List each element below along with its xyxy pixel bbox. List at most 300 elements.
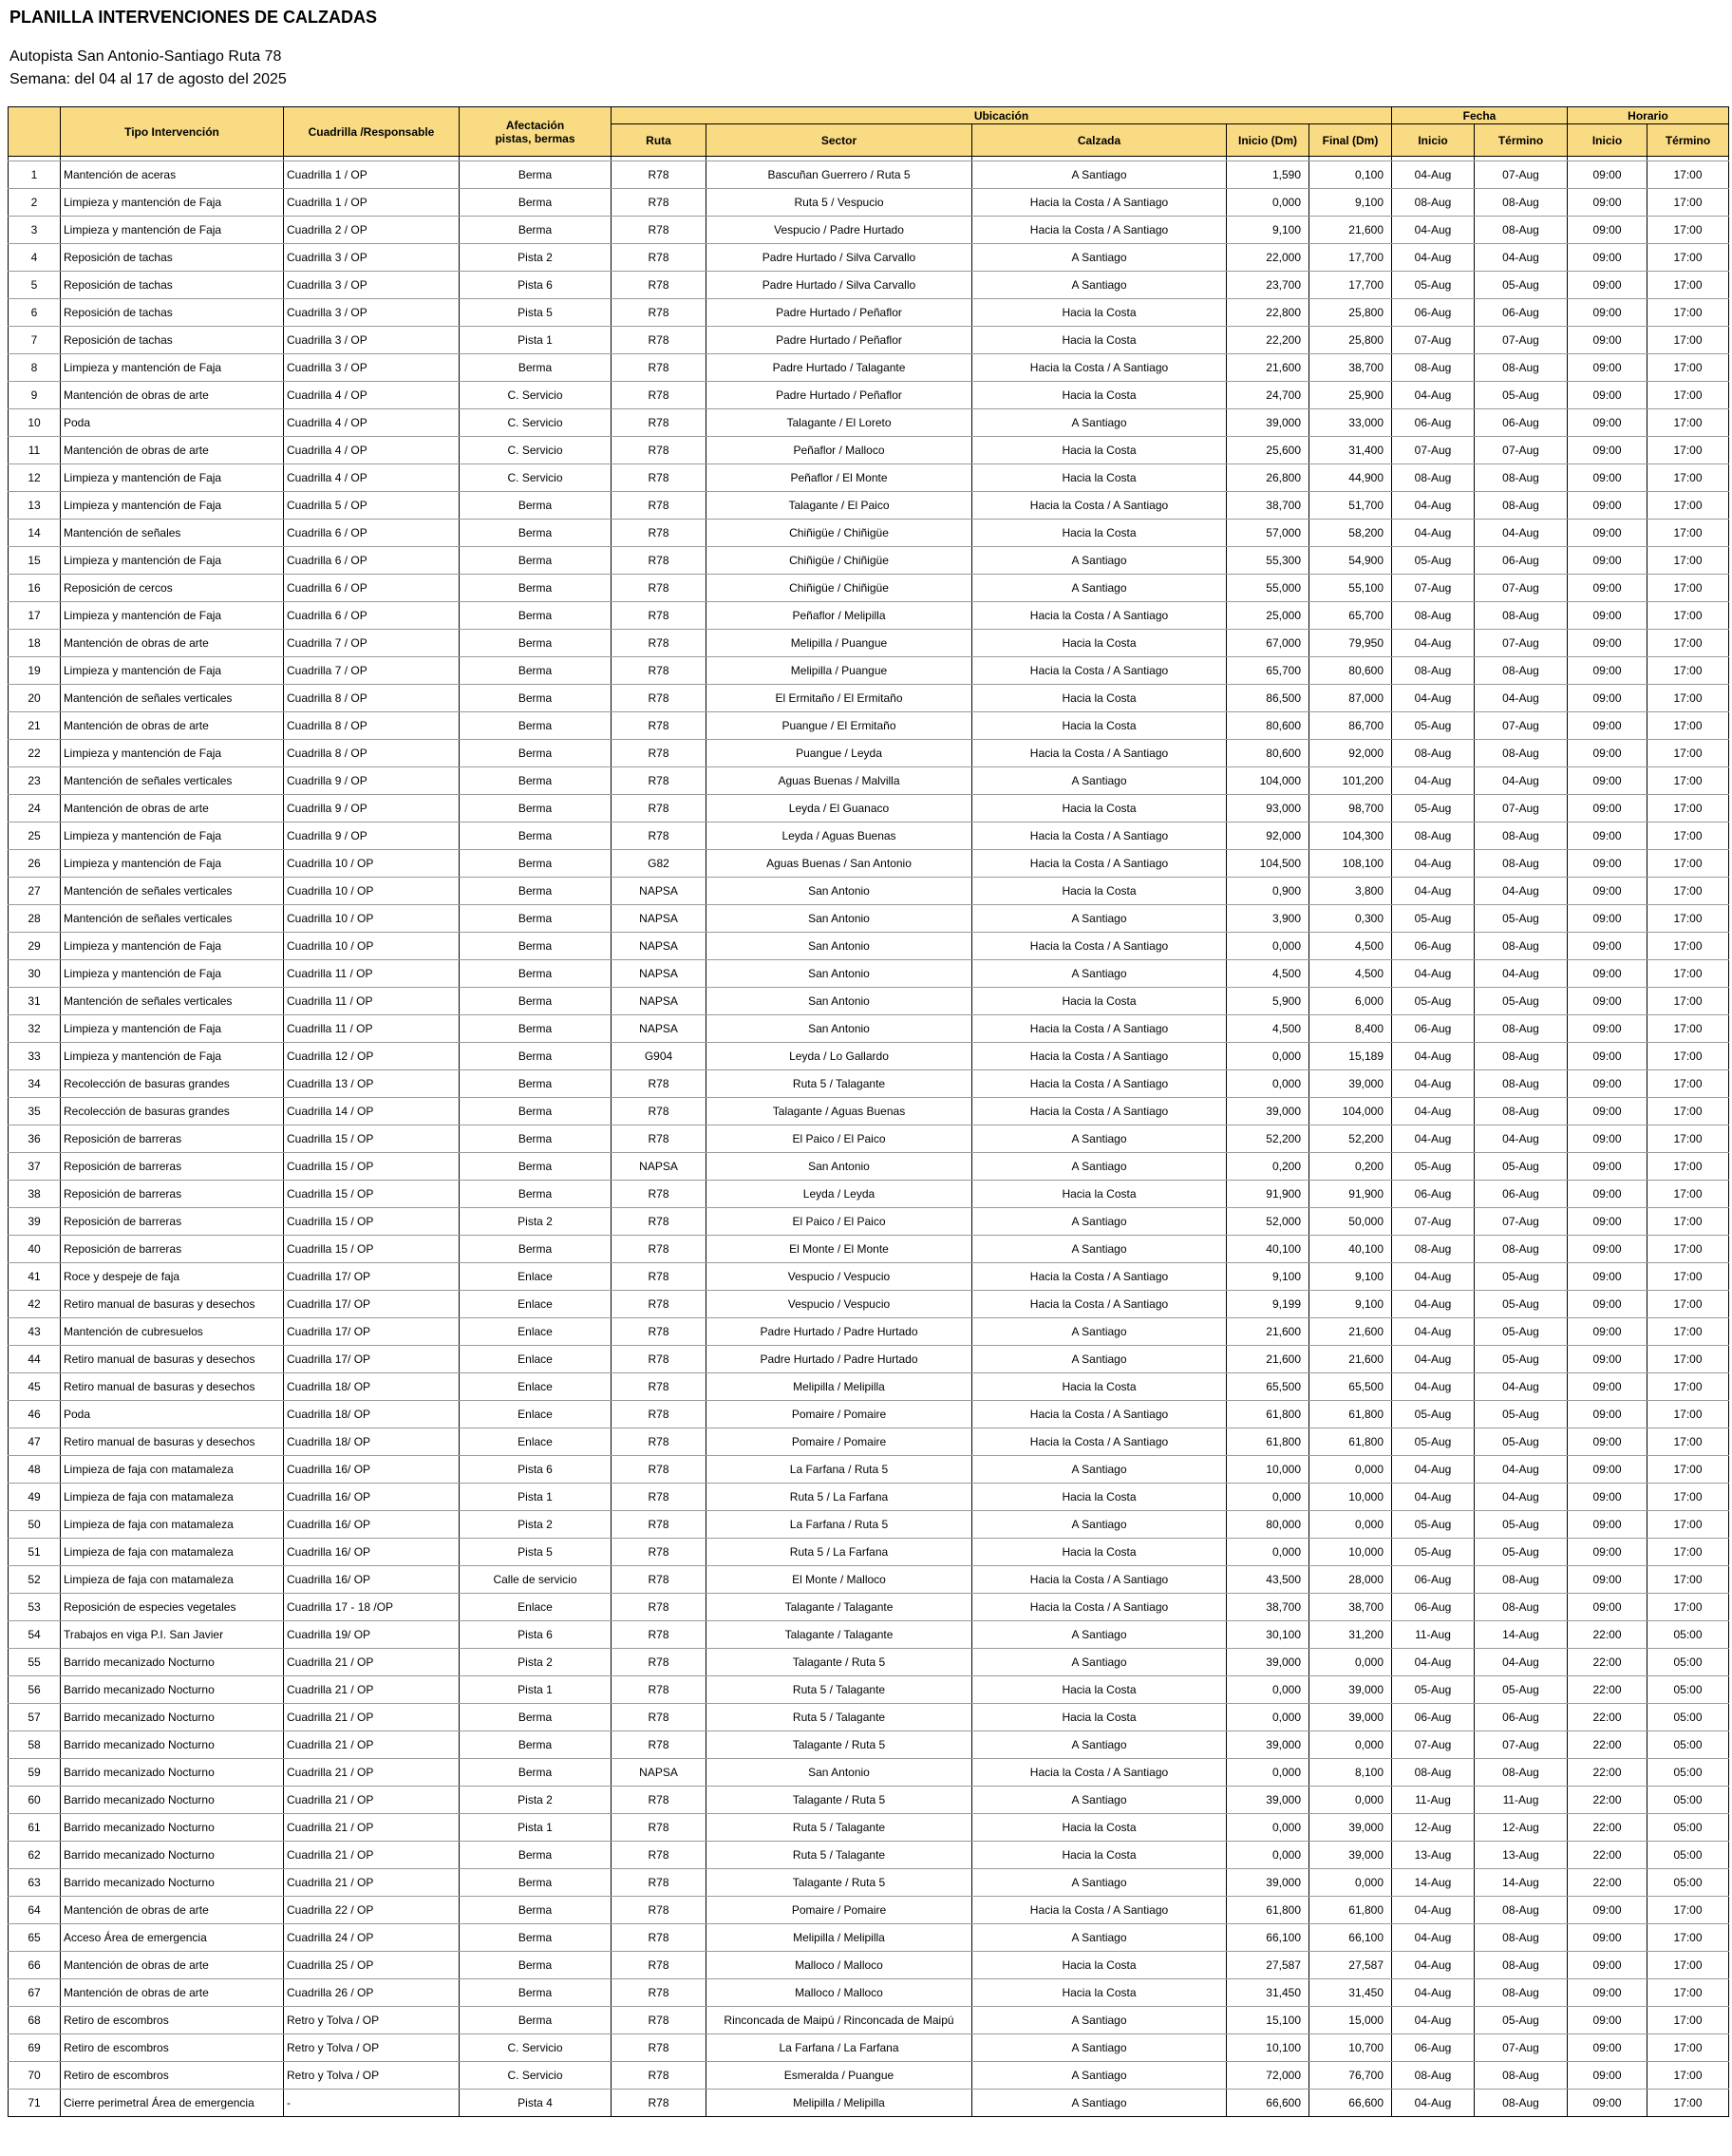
cell-inicio-dm: 80,000 xyxy=(1227,1511,1309,1539)
cell-hora-inicio: 09:00 xyxy=(1568,1897,1647,1924)
cell-sector: San Antonio xyxy=(706,1153,972,1181)
cell-tipo-intervencion: Retiro manual de basuras y desechos xyxy=(61,1373,284,1401)
cell-afectacion: Pista 1 xyxy=(460,1814,612,1842)
cell-afectacion: Berma xyxy=(460,189,612,217)
cell-afectacion: Berma xyxy=(460,850,612,878)
cell-sector: La Farfana / La Farfana xyxy=(706,2034,972,2062)
cell-ruta: R78 xyxy=(612,161,706,189)
cell-fecha-termino: 07-Aug xyxy=(1475,795,1568,823)
cell-ruta: R78 xyxy=(612,327,706,354)
cell-sector: Padre Hurtado / Padre Hurtado xyxy=(706,1318,972,1346)
cell-calzada: Hacia la Costa xyxy=(972,1181,1227,1208)
cell-inicio-dm: 52,000 xyxy=(1227,1208,1309,1236)
cell-sector: Ruta 5 / Vespucio xyxy=(706,189,972,217)
cell-hora-inicio: 09:00 xyxy=(1568,382,1647,409)
cell-sector: Peñaflor / El Monte xyxy=(706,464,972,492)
header-final-dm: Final (Dm) xyxy=(1309,124,1392,157)
table-row xyxy=(9,2007,1729,2034)
cell-ruta: R78 xyxy=(612,685,706,712)
cell-number: 45 xyxy=(9,1373,61,1401)
cell-cuadrilla: Cuadrilla 15 / OP xyxy=(284,1153,460,1181)
table-row xyxy=(9,933,1729,960)
cell-hora-termino: 17:00 xyxy=(1647,630,1729,657)
cell-final-dm: 28,000 xyxy=(1309,1566,1392,1594)
cell-final-dm: 58,200 xyxy=(1309,520,1392,547)
cell-cuadrilla: Cuadrilla 6 / OP xyxy=(284,520,460,547)
cell-inicio-dm: 38,700 xyxy=(1227,492,1309,520)
cell-afectacion: Berma xyxy=(460,1704,612,1731)
cell-ruta: R78 xyxy=(612,1979,706,2007)
cell-number: 8 xyxy=(9,354,61,382)
cell-cuadrilla: Cuadrilla 4 / OP xyxy=(284,382,460,409)
cell-final-dm: 51,700 xyxy=(1309,492,1392,520)
cell-fecha-inicio: 06-Aug xyxy=(1392,1015,1475,1043)
cell-ruta: R78 xyxy=(612,823,706,850)
table-row xyxy=(9,905,1729,933)
cell-hora-termino: 17:00 xyxy=(1647,1897,1729,1924)
cell-fecha-termino: 05-Aug xyxy=(1475,1153,1568,1181)
cell-hora-inicio: 09:00 xyxy=(1568,1594,1647,1621)
cell-hora-inicio: 09:00 xyxy=(1568,1401,1647,1428)
cell-cuadrilla: Cuadrilla 9 / OP xyxy=(284,795,460,823)
cell-ruta: R78 xyxy=(612,575,706,602)
cell-fecha-inicio: 04-Aug xyxy=(1392,2090,1475,2117)
cell-fecha-inicio: 04-Aug xyxy=(1392,217,1475,244)
cell-hora-inicio: 09:00 xyxy=(1568,492,1647,520)
cell-sector: Padre Hurtado / Silva Carvallo xyxy=(706,244,972,272)
cell-ruta: R78 xyxy=(612,1181,706,1208)
cell-fecha-termino: 05-Aug xyxy=(1475,1539,1568,1566)
cell-final-dm: 3,800 xyxy=(1309,878,1392,905)
cell-hora-termino: 17:00 xyxy=(1647,767,1729,795)
cell-ruta: R78 xyxy=(612,1924,706,1952)
cell-calzada: Hacia la Costa xyxy=(972,1814,1227,1842)
cell-sector: Puangue / Leyda xyxy=(706,740,972,767)
cell-sector: Padre Hurtado / Talagante xyxy=(706,354,972,382)
cell-calzada: Hacia la Costa / A Santiago xyxy=(972,823,1227,850)
cell-fecha-termino: 08-Aug xyxy=(1475,492,1568,520)
cell-hora-inicio: 09:00 xyxy=(1568,299,1647,327)
cell-fecha-termino: 08-Aug xyxy=(1475,1952,1568,1979)
cell-afectacion: Pista 1 xyxy=(460,1484,612,1511)
cell-number: 28 xyxy=(9,905,61,933)
cell-final-dm: 0,000 xyxy=(1309,1649,1392,1676)
cell-hora-inicio: 09:00 xyxy=(1568,1291,1647,1318)
table-row xyxy=(9,272,1729,299)
cell-sector: Leyda / Leyda xyxy=(706,1181,972,1208)
cell-hora-termino: 17:00 xyxy=(1647,960,1729,988)
cell-sector: La Farfana / Ruta 5 xyxy=(706,1456,972,1484)
cell-final-dm: 61,800 xyxy=(1309,1428,1392,1456)
cell-ruta: R78 xyxy=(612,520,706,547)
cell-hora-inicio: 09:00 xyxy=(1568,272,1647,299)
cell-final-dm: 104,300 xyxy=(1309,823,1392,850)
cell-number: 2 xyxy=(9,189,61,217)
cell-number: 35 xyxy=(9,1098,61,1125)
cell-inicio-dm: 0,000 xyxy=(1227,1676,1309,1704)
cell-calzada: Hacia la Costa / A Santiago xyxy=(972,1566,1227,1594)
cell-afectacion: C. Servicio xyxy=(460,464,612,492)
cell-fecha-termino: 05-Aug xyxy=(1475,1346,1568,1373)
cell-hora-inicio: 09:00 xyxy=(1568,1979,1647,2007)
cell-tipo-intervencion: Reposición de barreras xyxy=(61,1181,284,1208)
cell-fecha-inicio: 08-Aug xyxy=(1392,740,1475,767)
cell-inicio-dm: 0,200 xyxy=(1227,1153,1309,1181)
cell-cuadrilla: Cuadrilla 9 / OP xyxy=(284,767,460,795)
cell-tipo-intervencion: Barrido mecanizado Nocturno xyxy=(61,1814,284,1842)
cell-final-dm: 10,000 xyxy=(1309,1484,1392,1511)
cell-calzada: A Santiago xyxy=(972,2034,1227,2062)
cell-sector: Melipilla / Puangue xyxy=(706,657,972,685)
cell-cuadrilla: Cuadrilla 15 / OP xyxy=(284,1208,460,1236)
cell-hora-termino: 17:00 xyxy=(1647,1125,1729,1153)
cell-number: 42 xyxy=(9,1291,61,1318)
cell-fecha-inicio: 04-Aug xyxy=(1392,960,1475,988)
cell-fecha-termino: 13-Aug xyxy=(1475,1842,1568,1869)
cell-calzada: A Santiago xyxy=(972,1731,1227,1759)
cell-inicio-dm: 80,600 xyxy=(1227,740,1309,767)
cell-calzada: Hacia la Costa / A Santiago xyxy=(972,354,1227,382)
cell-final-dm: 92,000 xyxy=(1309,740,1392,767)
table-row xyxy=(9,1318,1729,1346)
cell-fecha-inicio: 05-Aug xyxy=(1392,905,1475,933)
cell-afectacion: Pista 2 xyxy=(460,1787,612,1814)
cell-sector: Padre Hurtado / Padre Hurtado xyxy=(706,1346,972,1373)
cell-cuadrilla: Cuadrilla 21 / OP xyxy=(284,1814,460,1842)
cell-final-dm: 27,587 xyxy=(1309,1952,1392,1979)
cell-cuadrilla: Cuadrilla 16/ OP xyxy=(284,1511,460,1539)
cell-hora-inicio: 09:00 xyxy=(1568,1566,1647,1594)
cell-tipo-intervencion: Reposición de cercos xyxy=(61,575,284,602)
cell-sector: Talagante / Ruta 5 xyxy=(706,1649,972,1676)
cell-tipo-intervencion: Reposición de tachas xyxy=(61,272,284,299)
table-row xyxy=(9,1676,1729,1704)
cell-fecha-termino: 07-Aug xyxy=(1475,437,1568,464)
cell-inicio-dm: 93,000 xyxy=(1227,795,1309,823)
table-row xyxy=(9,1924,1729,1952)
cell-calzada: A Santiago xyxy=(972,905,1227,933)
cell-calzada: A Santiago xyxy=(972,1621,1227,1649)
cell-ruta: G904 xyxy=(612,1043,706,1070)
cell-inicio-dm: 104,500 xyxy=(1227,850,1309,878)
cell-hora-inicio: 09:00 xyxy=(1568,409,1647,437)
table-row xyxy=(9,960,1729,988)
cell-ruta: NAPSA xyxy=(612,988,706,1015)
cell-calzada: Hacia la Costa xyxy=(972,1539,1227,1566)
cell-number: 11 xyxy=(9,437,61,464)
cell-calzada: Hacia la Costa xyxy=(972,1676,1227,1704)
cell-cuadrilla: Cuadrilla 11 / OP xyxy=(284,1015,460,1043)
cell-afectacion: Berma xyxy=(460,988,612,1015)
cell-cuadrilla: Cuadrilla 3 / OP xyxy=(284,299,460,327)
cell-number: 14 xyxy=(9,520,61,547)
cell-cuadrilla: Cuadrilla 10 / OP xyxy=(284,878,460,905)
cell-hora-inicio: 09:00 xyxy=(1568,602,1647,630)
cell-fecha-termino: 08-Aug xyxy=(1475,1043,1568,1070)
cell-afectacion: Berma xyxy=(460,1098,612,1125)
cell-hora-termino: 17:00 xyxy=(1647,988,1729,1015)
cell-ruta: R78 xyxy=(612,409,706,437)
cell-inicio-dm: 67,000 xyxy=(1227,630,1309,657)
cell-afectacion: Berma xyxy=(460,2007,612,2034)
cell-hora-inicio: 09:00 xyxy=(1568,244,1647,272)
cell-cuadrilla: Cuadrilla 15 / OP xyxy=(284,1181,460,1208)
cell-cuadrilla: Cuadrilla 21 / OP xyxy=(284,1649,460,1676)
cell-fecha-termino: 08-Aug xyxy=(1475,1015,1568,1043)
cell-number: 29 xyxy=(9,933,61,960)
cell-fecha-inicio: 06-Aug xyxy=(1392,409,1475,437)
cell-hora-inicio: 22:00 xyxy=(1568,1842,1647,1869)
table-row xyxy=(9,2034,1729,2062)
cell-inicio-dm: 0,000 xyxy=(1227,1759,1309,1787)
cell-tipo-intervencion: Mantención de obras de arte xyxy=(61,712,284,740)
cell-calzada: Hacia la Costa / A Santiago xyxy=(972,1291,1227,1318)
cell-afectacion: Pista 2 xyxy=(460,1649,612,1676)
cell-inicio-dm: 4,500 xyxy=(1227,1015,1309,1043)
cell-inicio-dm: 38,700 xyxy=(1227,1594,1309,1621)
cell-ruta: R78 xyxy=(612,712,706,740)
table-row xyxy=(9,1428,1729,1456)
cell-fecha-inicio: 04-Aug xyxy=(1392,1346,1475,1373)
cell-final-dm: 104,000 xyxy=(1309,1098,1392,1125)
cell-tipo-intervencion: Limpieza y mantención de Faja xyxy=(61,933,284,960)
cell-final-dm: 0,200 xyxy=(1309,1153,1392,1181)
cell-final-dm: 0,300 xyxy=(1309,905,1392,933)
cell-inicio-dm: 31,450 xyxy=(1227,1979,1309,2007)
cell-hora-inicio: 09:00 xyxy=(1568,657,1647,685)
cell-number: 54 xyxy=(9,1621,61,1649)
cell-cuadrilla: Cuadrilla 11 / OP xyxy=(284,988,460,1015)
cell-inicio-dm: 10,100 xyxy=(1227,2034,1309,2062)
cell-hora-inicio: 09:00 xyxy=(1568,464,1647,492)
cell-fecha-termino: 04-Aug xyxy=(1475,244,1568,272)
cell-fecha-termino: 07-Aug xyxy=(1475,575,1568,602)
cell-sector: Talagante / Ruta 5 xyxy=(706,1869,972,1897)
table-row xyxy=(9,767,1729,795)
cell-fecha-termino: 08-Aug xyxy=(1475,464,1568,492)
cell-fecha-inicio: 04-Aug xyxy=(1392,1125,1475,1153)
cell-fecha-inicio: 04-Aug xyxy=(1392,1456,1475,1484)
cell-hora-termino: 17:00 xyxy=(1647,464,1729,492)
table-row xyxy=(9,464,1729,492)
header-horario: Horario xyxy=(1568,107,1729,124)
cell-final-dm: 50,000 xyxy=(1309,1208,1392,1236)
cell-afectacion: Berma xyxy=(460,547,612,575)
cell-cuadrilla: Retro y Tolva / OP xyxy=(284,2007,460,2034)
cell-inicio-dm: 22,800 xyxy=(1227,299,1309,327)
cell-cuadrilla: Cuadrilla 18/ OP xyxy=(284,1401,460,1428)
cell-number: 60 xyxy=(9,1787,61,1814)
cell-number: 10 xyxy=(9,409,61,437)
cell-final-dm: 31,200 xyxy=(1309,1621,1392,1649)
cell-hora-inicio: 09:00 xyxy=(1568,823,1647,850)
cell-calzada: A Santiago xyxy=(972,161,1227,189)
cell-afectacion: Berma xyxy=(460,161,612,189)
cell-fecha-inicio: 08-Aug xyxy=(1392,657,1475,685)
cell-inicio-dm: 22,200 xyxy=(1227,327,1309,354)
cell-ruta: R78 xyxy=(612,1236,706,1263)
document-title: PLANILLA INTERVENCIONES DE CALZADAS xyxy=(9,8,378,27)
header-fecha: Fecha xyxy=(1392,107,1568,124)
cell-number: 64 xyxy=(9,1897,61,1924)
cell-inicio-dm: 27,587 xyxy=(1227,1952,1309,1979)
cell-hora-inicio: 09:00 xyxy=(1568,1456,1647,1484)
cell-inicio-dm: 25,600 xyxy=(1227,437,1309,464)
cell-number: 23 xyxy=(9,767,61,795)
cell-tipo-intervencion: Retiro de escombros xyxy=(61,2062,284,2090)
cell-fecha-inicio: 04-Aug xyxy=(1392,1924,1475,1952)
cell-tipo-intervencion: Barrido mecanizado Nocturno xyxy=(61,1787,284,1814)
cell-cuadrilla: Cuadrilla 17 - 18 /OP xyxy=(284,1594,460,1621)
cell-afectacion: C. Servicio xyxy=(460,382,612,409)
cell-fecha-inicio: 08-Aug xyxy=(1392,189,1475,217)
cell-fecha-inicio: 05-Aug xyxy=(1392,1539,1475,1566)
cell-hora-termino: 17:00 xyxy=(1647,409,1729,437)
cell-sector: Melipilla / Puangue xyxy=(706,630,972,657)
cell-hora-termino: 17:00 xyxy=(1647,217,1729,244)
cell-fecha-inicio: 08-Aug xyxy=(1392,354,1475,382)
cell-final-dm: 54,900 xyxy=(1309,547,1392,575)
cell-hora-termino: 17:00 xyxy=(1647,1291,1729,1318)
cell-sector: Peñaflor / Melipilla xyxy=(706,602,972,630)
cell-fecha-inicio: 05-Aug xyxy=(1392,547,1475,575)
cell-afectacion: Enlace xyxy=(460,1373,612,1401)
cell-tipo-intervencion: Barrido mecanizado Nocturno xyxy=(61,1649,284,1676)
cell-afectacion: Berma xyxy=(460,1979,612,2007)
cell-fecha-termino: 08-Aug xyxy=(1475,1070,1568,1098)
cell-afectacion: Pista 1 xyxy=(460,327,612,354)
cell-tipo-intervencion: Recolección de basuras grandes xyxy=(61,1098,284,1125)
table-row xyxy=(9,1814,1729,1842)
cell-number: 15 xyxy=(9,547,61,575)
cell-afectacion: C. Servicio xyxy=(460,2062,612,2090)
cell-hora-termino: 05:00 xyxy=(1647,1842,1729,1869)
header-calzada: Calzada xyxy=(972,124,1227,157)
cell-inicio-dm: 9,100 xyxy=(1227,217,1309,244)
cell-hora-termino: 17:00 xyxy=(1647,1043,1729,1070)
cell-hora-termino: 17:00 xyxy=(1647,795,1729,823)
cell-cuadrilla: Cuadrilla 15 / OP xyxy=(284,1236,460,1263)
cell-sector: El Monte / El Monte xyxy=(706,1236,972,1263)
cell-fecha-inicio: 04-Aug xyxy=(1392,1098,1475,1125)
cell-hora-inicio: 09:00 xyxy=(1568,712,1647,740)
cell-calzada: Hacia la Costa xyxy=(972,1952,1227,1979)
cell-final-dm: 39,000 xyxy=(1309,1070,1392,1098)
cell-hora-inicio: 09:00 xyxy=(1568,520,1647,547)
cell-number: 50 xyxy=(9,1511,61,1539)
cell-afectacion: Berma xyxy=(460,1731,612,1759)
table-row xyxy=(9,740,1729,767)
cell-inicio-dm: 0,000 xyxy=(1227,1070,1309,1098)
cell-cuadrilla: Cuadrilla 21 / OP xyxy=(284,1731,460,1759)
cell-hora-termino: 17:00 xyxy=(1647,244,1729,272)
cell-afectacion: Berma xyxy=(460,1842,612,1869)
cell-cuadrilla: Cuadrilla 22 / OP xyxy=(284,1897,460,1924)
cell-number: 5 xyxy=(9,272,61,299)
cell-ruta: R78 xyxy=(612,1070,706,1098)
cell-fecha-termino: 06-Aug xyxy=(1475,409,1568,437)
cell-sector: Padre Hurtado / Silva Carvallo xyxy=(706,272,972,299)
table-row xyxy=(9,1952,1729,1979)
cell-afectacion: Berma xyxy=(460,1897,612,1924)
cell-inicio-dm: 80,600 xyxy=(1227,712,1309,740)
table-row xyxy=(9,1649,1729,1676)
cell-fecha-termino: 08-Aug xyxy=(1475,2090,1568,2117)
cell-hora-inicio: 09:00 xyxy=(1568,1043,1647,1070)
cell-ruta: R78 xyxy=(612,1952,706,1979)
cell-fecha-inicio: 07-Aug xyxy=(1392,327,1475,354)
cell-hora-termino: 17:00 xyxy=(1647,1428,1729,1456)
cell-hora-termino: 17:00 xyxy=(1647,685,1729,712)
cell-fecha-termino: 05-Aug xyxy=(1475,2007,1568,2034)
cell-ruta: R78 xyxy=(612,547,706,575)
cell-sector: Malloco / Malloco xyxy=(706,1979,972,2007)
cell-tipo-intervencion: Retiro de escombros xyxy=(61,2007,284,2034)
cell-hora-inicio: 09:00 xyxy=(1568,988,1647,1015)
header-inicio-dm: Inicio (Dm) xyxy=(1227,124,1309,157)
cell-inicio-dm: 9,199 xyxy=(1227,1291,1309,1318)
table-row xyxy=(9,575,1729,602)
cell-sector: San Antonio xyxy=(706,933,972,960)
cell-cuadrilla: Cuadrilla 21 / OP xyxy=(284,1759,460,1787)
cell-number: 67 xyxy=(9,1979,61,2007)
cell-fecha-inicio: 12-Aug xyxy=(1392,1814,1475,1842)
cell-ruta: R78 xyxy=(612,630,706,657)
cell-fecha-inicio: 05-Aug xyxy=(1392,988,1475,1015)
cell-ruta: R78 xyxy=(612,2034,706,2062)
cell-number: 22 xyxy=(9,740,61,767)
cell-hora-termino: 17:00 xyxy=(1647,850,1729,878)
cell-cuadrilla: Cuadrilla 8 / OP xyxy=(284,685,460,712)
cell-final-dm: 39,000 xyxy=(1309,1814,1392,1842)
cell-calzada: Hacia la Costa xyxy=(972,988,1227,1015)
cell-sector: San Antonio xyxy=(706,878,972,905)
cell-final-dm: 66,600 xyxy=(1309,2090,1392,2117)
cell-tipo-intervencion: Mantención de obras de arte xyxy=(61,1952,284,1979)
cell-hora-termino: 17:00 xyxy=(1647,1098,1729,1125)
cell-fecha-inicio: 04-Aug xyxy=(1392,492,1475,520)
cell-calzada: A Santiago xyxy=(972,2090,1227,2117)
cell-hora-termino: 17:00 xyxy=(1647,905,1729,933)
table-row xyxy=(9,878,1729,905)
cell-fecha-termino: 08-Aug xyxy=(1475,1236,1568,1263)
cell-hora-termino: 17:00 xyxy=(1647,2062,1729,2090)
cell-ruta: R78 xyxy=(612,272,706,299)
cell-inicio-dm: 0,000 xyxy=(1227,1704,1309,1731)
table-row xyxy=(9,217,1729,244)
cell-ruta: R78 xyxy=(612,244,706,272)
cell-final-dm: 15,000 xyxy=(1309,2007,1392,2034)
cell-cuadrilla: Cuadrilla 3 / OP xyxy=(284,244,460,272)
cell-tipo-intervencion: Mantención de obras de arte xyxy=(61,795,284,823)
cell-final-dm: 39,000 xyxy=(1309,1676,1392,1704)
cell-hora-inicio: 09:00 xyxy=(1568,1428,1647,1456)
cell-cuadrilla: Cuadrilla 10 / OP xyxy=(284,933,460,960)
cell-inicio-dm: 66,600 xyxy=(1227,2090,1309,2117)
cell-hora-termino: 17:00 xyxy=(1647,933,1729,960)
cell-fecha-inicio: 04-Aug xyxy=(1392,2007,1475,2034)
cell-fecha-inicio: 06-Aug xyxy=(1392,1594,1475,1621)
cell-calzada: Hacia la Costa xyxy=(972,878,1227,905)
cell-number: 46 xyxy=(9,1401,61,1428)
cell-tipo-intervencion: Barrido mecanizado Nocturno xyxy=(61,1704,284,1731)
cell-sector: San Antonio xyxy=(706,960,972,988)
cell-hora-termino: 17:00 xyxy=(1647,1952,1729,1979)
cell-inicio-dm: 91,900 xyxy=(1227,1181,1309,1208)
cell-cuadrilla: Cuadrilla 16/ OP xyxy=(284,1566,460,1594)
cell-hora-inicio: 09:00 xyxy=(1568,1539,1647,1566)
cell-inicio-dm: 24,700 xyxy=(1227,382,1309,409)
